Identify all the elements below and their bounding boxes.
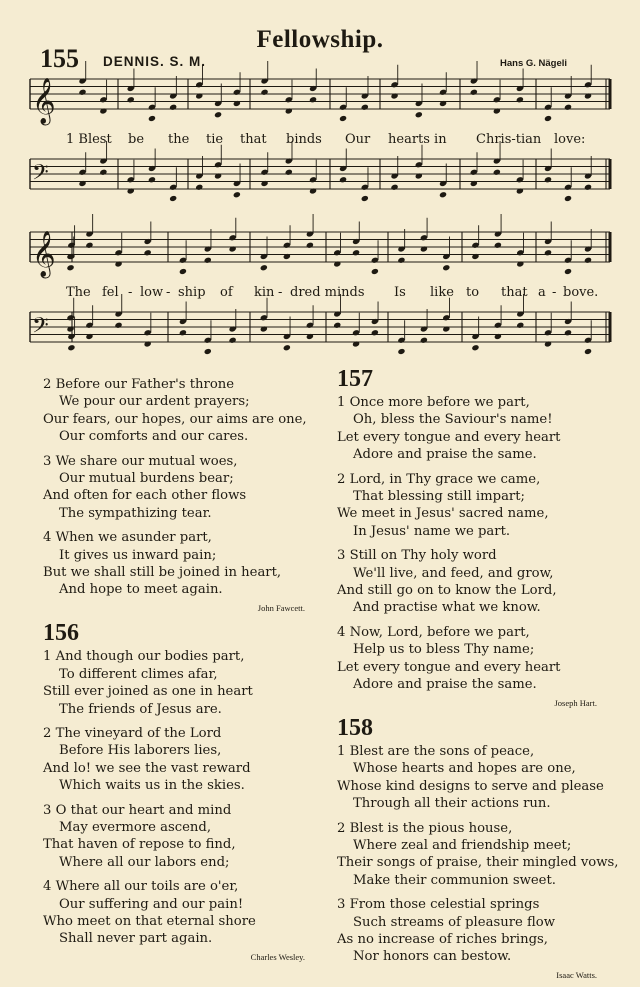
lyric-syllable: love:	[554, 132, 586, 147]
lyric-syllable: the	[168, 132, 190, 147]
lyric-syllable: a	[538, 285, 546, 300]
lyric-syllable: that	[240, 132, 267, 147]
lyric-syllable: -	[552, 285, 557, 300]
verse-line: 1 And though our bodies part,	[43, 649, 245, 665]
stanza	[43, 529, 305, 599]
stanza	[337, 896, 597, 966]
tune-name: DENNIS. S. M.	[103, 54, 207, 69]
lyric-syllable: Our	[345, 132, 371, 147]
verse-line: Before His laborers lies,	[59, 743, 222, 759]
verse-line: Our comforts and our cares.	[59, 429, 249, 445]
verse-line: To different climes afar,	[59, 666, 218, 682]
stanza	[337, 743, 604, 813]
verse-line: 4 When we asunder part,	[43, 530, 212, 546]
lyric-syllable: fel	[102, 285, 119, 300]
lyric-syllable: of	[220, 285, 233, 300]
verse-line: Shall never part again.	[59, 931, 213, 947]
verse-line: But we shall still be joined in heart,	[43, 565, 282, 581]
lyric-syllable: Chris-tian	[476, 132, 542, 147]
lyric-syllable: that	[501, 285, 528, 300]
verse-line: Through all their actions run.	[353, 796, 551, 812]
verse-line: And often for each other flows	[43, 488, 247, 504]
verse-line: We pour our ardent prayers;	[59, 394, 250, 410]
svg-text:𝄞: 𝄞	[32, 78, 56, 124]
verse-line: Oh, bless the Saviour's name!	[353, 412, 553, 428]
verse-line: Our suffering and our pain!	[59, 896, 244, 912]
left-column	[43, 376, 305, 969]
verse-line: Who meet on that eternal shore	[43, 913, 256, 929]
verse-line: Nor honors can bestow.	[353, 949, 512, 965]
verse-line: Which waits us in the skies.	[59, 778, 245, 794]
verse-line: 3 Still on Thy holy word	[337, 548, 497, 564]
stanza	[43, 802, 305, 872]
verse-line: 2 The vineyard of the Lord	[43, 725, 222, 741]
verse-line: The sympathizing tear.	[59, 505, 212, 521]
stanza	[337, 624, 597, 694]
verse-line: Help us to bless Thy name;	[353, 642, 535, 658]
hymn-number: 157	[337, 366, 373, 392]
verse-line: Such streams of pleasure flow	[353, 914, 556, 930]
right-column	[337, 366, 619, 987]
author-credit: Isaac Watts.	[556, 969, 597, 980]
stanza	[43, 376, 305, 446]
lyric-syllable: hearts in	[388, 132, 447, 147]
svg-text:𝄢: 𝄢	[32, 160, 49, 191]
verse-line: That haven of repose to find,	[43, 837, 236, 853]
verse-line: Whose kind designs to serve and please	[337, 778, 604, 794]
lyric-syllable: -	[166, 285, 171, 300]
stanza	[337, 394, 597, 464]
verse-line: Adore and praise the same.	[353, 447, 537, 463]
composer-credit: Hans G. Nägeli	[500, 58, 568, 69]
lyric-syllable: 1 Blest	[66, 132, 112, 147]
author-credit: Joseph Hart.	[554, 697, 597, 708]
verse-line: 2 Before our Father's throne	[43, 377, 235, 392]
verse-line: Where zeal and friendship meet;	[353, 837, 572, 853]
verse-line: May evermore ascend,	[59, 819, 212, 835]
verse-line: And still go on to know the Lord,	[337, 583, 557, 599]
verse-line: 3 From those celestial springs	[337, 897, 540, 913]
lyric-syllable: low	[140, 285, 164, 300]
lyrics-line-2	[40, 285, 600, 301]
stanza	[337, 820, 619, 890]
svg-text:𝄞: 𝄞	[32, 231, 56, 277]
lyric-syllable: be	[128, 132, 145, 147]
verse-line: 3 O that our heart and mind	[43, 802, 232, 818]
verse-line: Their songs of praise, their mingled vows,	[337, 855, 619, 871]
verse-line: 1 Once more before we part,	[337, 395, 530, 410]
verse-line: Where all our labors end;	[59, 854, 230, 870]
svg-text:𝄢: 𝄢	[32, 313, 49, 344]
verse-line: 3 We share our mutual woes,	[43, 453, 238, 469]
hymn-number: 156	[43, 620, 79, 647]
author-credit: Charles Wesley.	[250, 951, 305, 962]
author-credit: John Fawcett.	[257, 602, 305, 613]
lyric-syllable: to	[466, 285, 480, 300]
verse-line: 2 Lord, in Thy grace we came,	[337, 471, 541, 487]
music-score	[0, 0, 640, 370]
verse-line: Adore and praise the same.	[353, 677, 537, 693]
verse-line: Our fears, our hopes, our aims are one,	[43, 411, 307, 427]
stanza	[337, 547, 597, 617]
verse-line: The friends of Jesus are.	[59, 701, 222, 717]
lyric-syllable: The	[66, 285, 91, 300]
lyric-syllable: binds	[286, 132, 322, 147]
lyric-syllable: Is	[394, 285, 406, 300]
verse-line: 4 Now, Lord, before we part,	[337, 624, 530, 640]
lyric-syllable: -	[278, 285, 283, 300]
lyric-syllable: kin	[254, 285, 275, 300]
stanza	[43, 453, 305, 523]
verse-line: It gives us inward pain;	[59, 547, 217, 563]
lyric-syllable: tie	[206, 132, 224, 147]
hymn-number: 155	[40, 44, 79, 73]
verse-line: Still ever joined as one in heart	[43, 684, 253, 700]
verse-line: We meet in Jesus' sacred name,	[337, 506, 549, 522]
stanza	[43, 878, 305, 948]
verse-line: Our mutual burdens bear;	[59, 471, 234, 487]
verse-line: 2 Blest is the pious house,	[337, 820, 513, 836]
verse-line: Let every tongue and every heart	[337, 659, 561, 675]
lyric-syllable: dred minds	[290, 285, 365, 300]
verse-line: We'll live, and feed, and grow,	[353, 565, 554, 581]
hymn-number: 158	[337, 714, 373, 741]
verse-line: 1 Blest are the sons of peace,	[337, 743, 535, 759]
lyric-syllable: -	[128, 285, 133, 300]
lyric-syllable: like	[430, 285, 454, 300]
verse-line: And hope to meet again.	[59, 582, 223, 598]
verse-line: That blessing still impart;	[353, 489, 525, 505]
stanza	[337, 471, 597, 541]
verse-line: Whose hearts and hopes are one,	[353, 761, 576, 777]
stanza	[43, 648, 305, 718]
lyric-syllable: bove.	[563, 285, 599, 300]
verse-line: Let every tongue and every heart	[337, 429, 561, 445]
verse-line: In Jesus' name we part.	[353, 523, 511, 539]
lyric-syllable: ship	[178, 285, 206, 300]
page-title: Fellowship.	[256, 26, 384, 53]
verse-line: 4 Where all our toils are o'er,	[43, 879, 239, 895]
verse-line: And practise what we know.	[353, 600, 541, 616]
verse-line: And lo! we see the vast reward	[43, 760, 251, 776]
verse-line: As no increase of riches brings,	[337, 931, 548, 947]
stanza	[43, 725, 305, 795]
lyrics-line-1	[40, 132, 600, 148]
verse-line: Make their communion sweet.	[353, 872, 556, 888]
